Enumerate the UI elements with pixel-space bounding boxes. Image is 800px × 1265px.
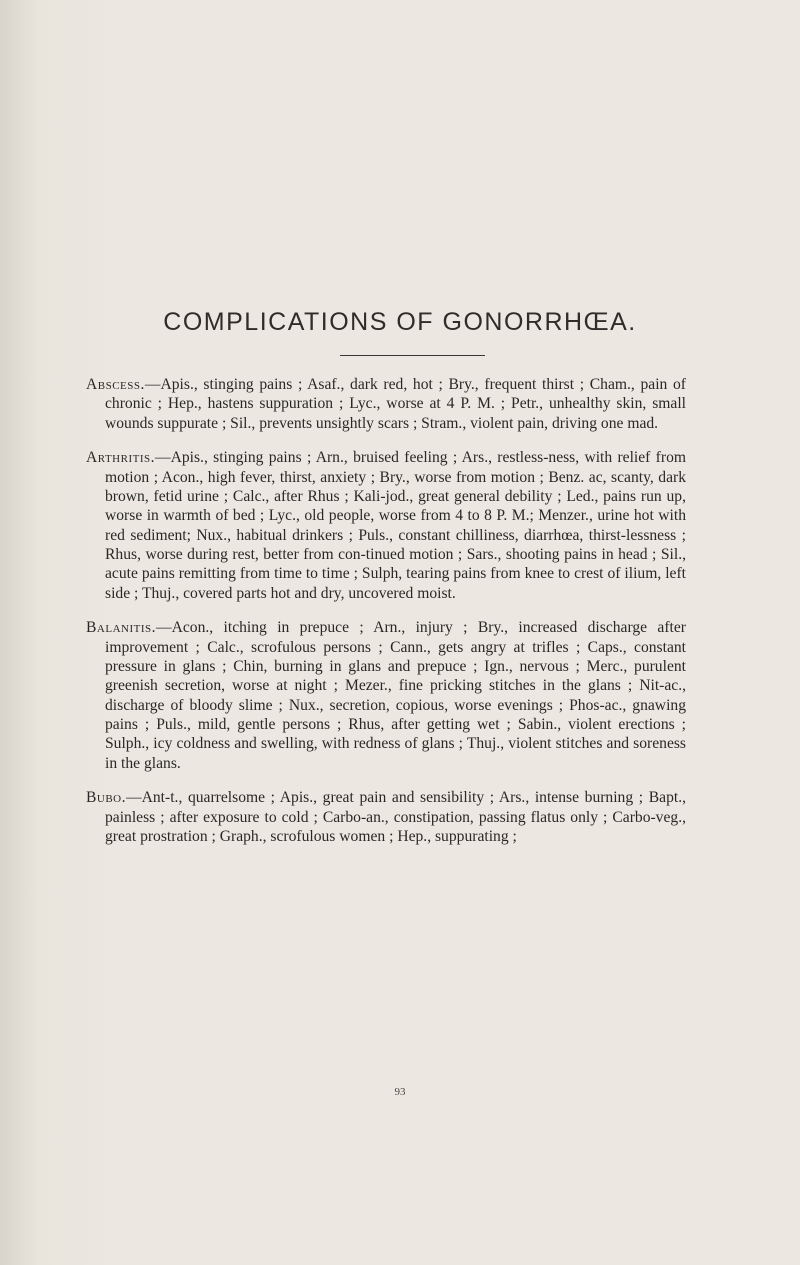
entry-arthritis [86, 448, 686, 602]
entry-abscess [86, 375, 686, 433]
entry-text: —Ant-t., quarrelsome ; Apis., great pain and sensibility ; Ars., intense burning ; Bapt., painless ; after exposure to cold ; Carbo-an., constipation, passing flatus only ; Carbo-veg., great prostration ; Graph., scrofulous women ; Hep., suppurating ; [105, 789, 686, 846]
entry-term: Balanitis. [86, 619, 157, 637]
entry-balanitis [86, 618, 686, 772]
entry-term: Abscess. [86, 376, 145, 393]
entry-text: —Apis., stinging pains ; Arn., bruised feeling ; Ars., restless-ness, with relief from motion ; Acon., high fever, thirst, anxiety ; Bry., worse from motion ; Benz. ac, scanty, dark brown, fetid urine ; Calc., after Rhus ; Kali-jod., great general debility ; Led., pains run up, worse in warmth of bed ; Lyc., old people, worse from 4 to 8 P. M.; Menzer., urine hot with red sediment; Nux., habitual drinkers ; Puls., constant chilliness, diarrhœa, thirst-lessness ; Rhus, worse during rest, better from con-tinued motion ; Sars., shooting pains in head ; Sil., acute pains remitting from time to time ; Sulph, tearing pains from knee to crest of ilium, left side ; Thuj., covered parts hot and dry, uncovered moist. [105, 449, 686, 602]
page-number: 93 [394, 1086, 406, 1098]
entry-term: Arthritis. [86, 449, 155, 467]
entry-term: Bubo. [86, 789, 127, 807]
entry-list [86, 375, 686, 851]
entry-text: —Acon., itching in prepuce ; Arn., injury ; Bry., increased discharge after improvement ; Calc., scrofulous persons ; Cann., gets angry at trifles ; Caps., constant pressure in glans ; Chin, burning in glans and prepuce ; Ign., nervous ; Merc., purulent greenish secretion, worse at night ; Mezer., fine pricking stitches in the glans ; Nit-ac., discharge of bloody slime ; Nux., secretion, copious, worse evenings ; Phos-ac., gnawing pains ; Puls., mild, gentle persons ; Rhus, after getting wet ; Sabin., violent erections ; Sulph., icy coldness and swelling, with redness of glans ; Thuj., violent stitches and soreness in the glans. [105, 619, 686, 772]
title-rule [340, 355, 485, 356]
page-title: COMPLICATIONS OF GONORRHŒA. [163, 308, 637, 336]
entry-bubo [86, 788, 686, 846]
entry-text: —Apis., stinging pains ; Asaf., dark red, hot ; Bry., frequent thirst ; Cham., pain of chronic ; Hep., hastens suppuration ; Lyc., worse at 4 P. M. ; Petr., unhealthy skin, small wounds suppurate ; Sil., prevents unsightly scars ; Stram., violent pain, driving one mad. [105, 376, 686, 432]
